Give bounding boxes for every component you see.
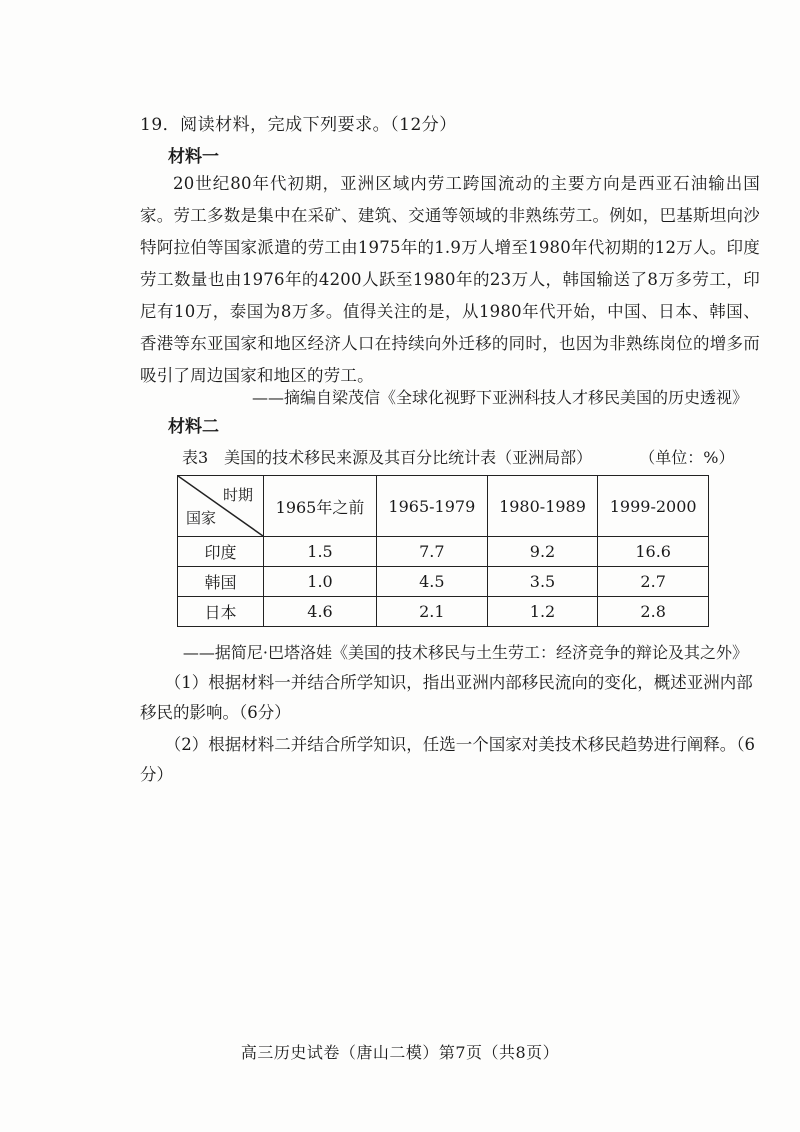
table-cell: 2.7: [598, 567, 709, 597]
question-title: 19．阅读材料，完成下列要求。（12分）: [140, 115, 457, 135]
column-header: 1999-2000: [598, 476, 709, 537]
table-caption: [182, 445, 735, 468]
diagonal-header-cell: [178, 476, 264, 537]
table-cell: 16.6: [598, 537, 709, 567]
table-cell: 4.5: [377, 567, 488, 597]
table-cell: 2.8: [598, 597, 709, 627]
material-1-label: 材料一: [168, 147, 219, 167]
table-row: [178, 597, 709, 627]
table-cell: 9.2: [487, 537, 598, 567]
material-2-label: 材料二: [168, 417, 219, 437]
column-header: 1965年之前: [264, 476, 377, 537]
table-cell: 4.6: [264, 597, 377, 627]
row-country: 印度: [178, 537, 264, 567]
subquestion-1: （1）根据材料一并结合所学知识，指出亚洲内部移民流向的变化，概述亚洲内部移民的影响。（6分）: [140, 673, 753, 722]
material-2-source: ——据简尼·巴塔洛娃《美国的技术移民与土生劳工：经济竞争的辩论及其之外》: [182, 643, 748, 662]
header-country: 国家: [186, 509, 217, 527]
table-cell: 1.0: [264, 567, 377, 597]
header-period: 时期: [222, 486, 253, 504]
table-cell: 2.1: [377, 597, 488, 627]
immigration-table: [177, 475, 709, 627]
row-country: 日本: [178, 597, 264, 627]
table-unit: （单位：%）: [639, 448, 735, 467]
table-cell: 1.5: [264, 537, 377, 567]
table-row: [178, 537, 709, 567]
table-cell: 3.5: [487, 567, 598, 597]
table-row: [178, 567, 709, 597]
column-header: 1965-1979: [377, 476, 488, 537]
table-cell: 7.7: [377, 537, 488, 567]
table-cell: 1.2: [487, 597, 598, 627]
material-1-source: ——摘编自梁茂信《全球化视野下亚洲科技人才移民美国的历史透视》: [251, 388, 748, 407]
table-header-row: [178, 476, 709, 537]
table-title: 表3 美国的技术移民来源及其百分比统计表（亚洲局部）: [182, 448, 593, 467]
subquestion-2: （2）根据材料二并结合所学知识，任选一个国家对美技术移民趋势进行阐释。（6分）: [140, 735, 755, 784]
material-1-text: 20世纪80年代初期，亚洲区域内劳工跨国流动的主要方向是西亚石油输出国家。劳工多数是集中在采矿、建筑、交通等领域的非熟练劳工。例如，巴基斯坦向沙特阿拉伯等国家派遣的劳工由1975年的1.9万人增至1980年代初期的12万人。印度劳工数量也由1976年的4200人跃至1980年的23万人，韩国输送了8万多劳工，印尼有10万，泰国为8万多。值得关注的是，从1980年代开始，中国、日本、韩国、香港等东亚国家和地区经济人口在持续向外迁移的同时，也因为非熟练岗位的增多而吸引了周边国家和地区的劳工。: [140, 174, 760, 385]
row-country: 韩国: [178, 567, 264, 597]
page-footer: 高三历史试卷（唐山二模）第7页（共8页）: [240, 1043, 560, 1062]
column-header: 1980-1989: [487, 476, 598, 537]
